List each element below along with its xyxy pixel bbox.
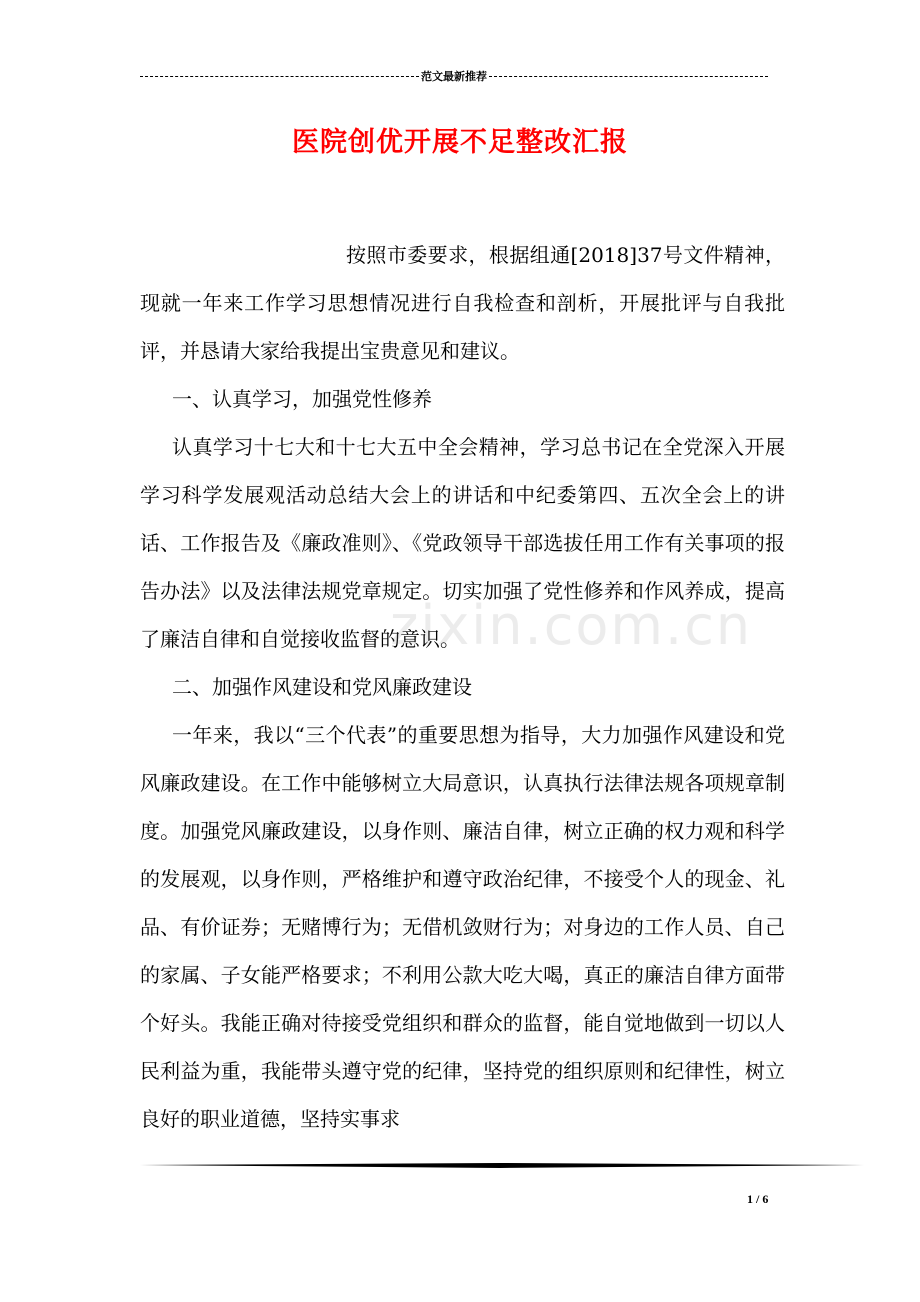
section-heading-2: 二、加强作风建设和党风廉政建设	[172, 675, 472, 699]
page-header	[140, 68, 768, 84]
header-dash-left	[140, 76, 419, 77]
watermark: zixin.com.cn	[390, 594, 753, 657]
page-number: 1 / 6	[747, 1192, 769, 1206]
document-body	[140, 231, 785, 1143]
section-paragraph-2: 一年来，我以“三个代表”的重要思想为指导，大力加强作风建设和党风廉政建设。在工作中能够树立大局意识，认真执行法律法规各项规章制度。加强党风廉政建设，以身作则、廉洁自律，树立正确的权力观和科学的发展观，以身作则，严格维护和遵守政治纪律，不接受个人的现金、礼品、有价证券；无赌博行为；无借机敛财行为；对身边的工作人员、自己的家属、子女能严格要求；不利用公款大吃大喝，真正的廉洁自律方面带个好头。我能正确对待接受党组织和群众的监督，能自觉地做到一切以人民利益为重，我能带头遵守党的纪律，坚持党的组织原则和纪律性，树立良好的职业道德，坚持实事求	[140, 723, 785, 1131]
header-dash-right	[489, 76, 768, 77]
section-heading-1: 一、认真学习，加强党性修养	[172, 387, 432, 411]
intro-paragraph: 按照市委要求，根据组通[2018]37号文件精神，现就一年来工作学习思想情况进行自我检查和剖析，开展批评与自我批评，并恳请大家给我提出宝贵意见和建议。	[140, 243, 785, 363]
section-paragraph-1: 认真学习十七大和十七大五中全会精神，学习总书记在全党深入开展学习科学发展观活动总结大会上的讲话和中纪委第四、五次全会上的讲话、工作报告及《廉政准则》、《党政领导干部选拔任用工作有关事项的报告办法》以及法律法规党章规定。切实加强了党性修养和作风养成，提高了廉洁自律和自觉接收监督的意识。	[140, 435, 785, 651]
document-title: 医院创优开展不足整改汇报	[292, 127, 628, 158]
header-label: 范文最新推荐	[421, 70, 487, 83]
footer-rule	[140, 1163, 864, 1168]
